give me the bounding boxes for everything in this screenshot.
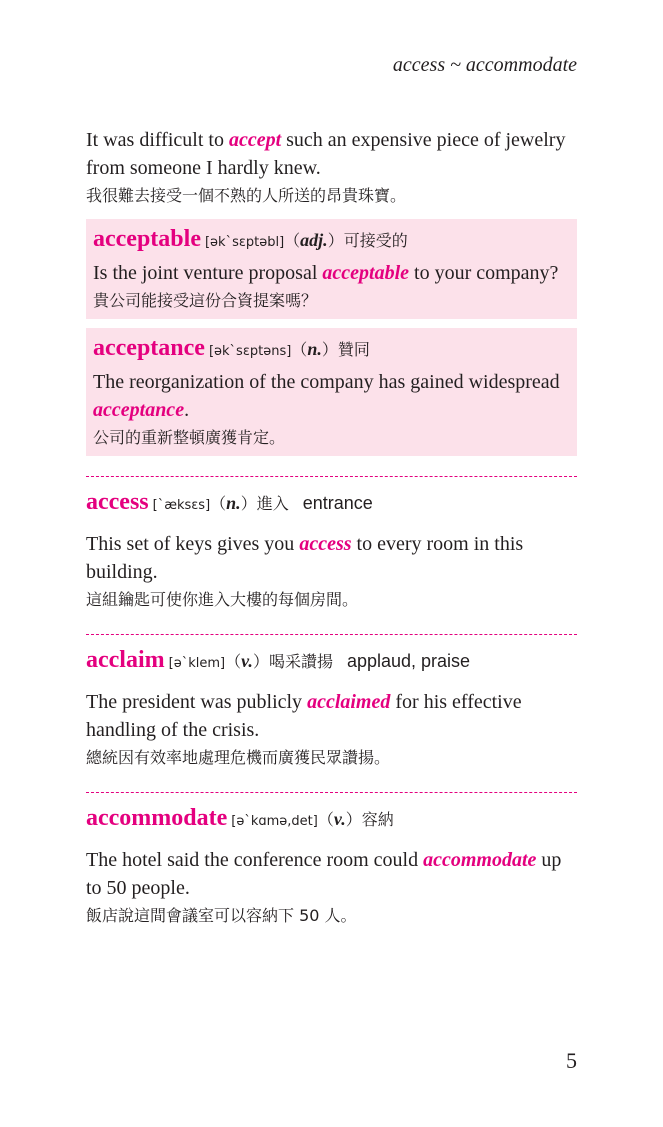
headword: acceptable (93, 226, 201, 252)
page-number: 5 (566, 1048, 577, 1073)
example-english: Is the joint venture proposal acceptable to your company? (93, 262, 559, 284)
keyword: accommodate (423, 849, 537, 871)
meaning: 進入 (256, 494, 289, 513)
meaning: 贊同 (337, 340, 370, 359)
pronunciation: [ək`sɛptəns] (208, 344, 292, 359)
entry-acclaim (86, 634, 577, 772)
pronunciation: [ə`klem] (168, 656, 226, 671)
derived-word-box-acceptable (86, 219, 577, 319)
part-of-speech: n. (226, 493, 241, 513)
example-english: It was difficult to accept such an expensive piece of jewelry from someone I hardly knew. (86, 129, 566, 179)
example-english: The hotel said the conference room could accommodate up to 50 people. (86, 849, 562, 899)
keyword: access (299, 533, 352, 555)
pronunciation: [ək`sɛptəbl] (204, 235, 285, 250)
keyword: acceptance (93, 399, 185, 421)
example-chinese: 貴公司能接受這份合資提案嗎？ (93, 291, 318, 310)
part-of-speech: adj. (300, 230, 328, 250)
keyword: acclaimed (307, 691, 391, 713)
entry-accommodate (86, 792, 577, 930)
example-chinese: 公司的重新整頓廣獲肯定。 (93, 428, 286, 447)
example-english: This set of keys gives you access to every room in this building. (86, 533, 524, 583)
derived-word-box-acceptance (86, 328, 577, 456)
headword-line: acceptance [ək`sɛptəns]（n.）贊同 (93, 335, 370, 361)
meaning: 喝采讚揚 (268, 652, 333, 671)
part-of-speech: v. (333, 809, 346, 829)
entry-access (86, 476, 577, 614)
example-chinese: 飯店說這間會議室可以容納下 50 人。 (86, 906, 357, 925)
example-chinese: 這組鑰匙可使你進入大樓的每個房間。 (86, 590, 359, 609)
headword: access (86, 489, 149, 515)
synonym: entrance (302, 493, 373, 513)
keyword: acceptable (322, 262, 410, 284)
meaning: 容納 (361, 810, 394, 829)
running-header: access ~ accommodate (392, 54, 577, 76)
headword-line: acceptable [ək`sɛptəbl]（adj.）可接受的 (93, 226, 408, 252)
dictionary-content (86, 126, 577, 930)
synonym: applaud, praise (346, 651, 471, 671)
part-of-speech: v. (241, 651, 253, 671)
headword: accommodate (86, 805, 228, 831)
pronunciation: [ə`kɑmə,det] (231, 814, 318, 829)
example-chinese: 總統因有效率地處理危機而廣獲民眾讚揚。 (86, 748, 391, 767)
headword: acclaim (86, 647, 165, 673)
keyword: accept (228, 129, 282, 151)
meaning: 可接受的 (343, 231, 408, 250)
example-chinese: 我很難去接受一個不熟的人所送的昂貴珠寶。 (86, 186, 407, 205)
example-english: The reorganization of the company has gained widespread acceptance. (93, 371, 560, 421)
example-english: The president was publicly acclaimed for his effective handling of the crisis. (86, 691, 522, 741)
headword-line: acclaim [ə`klem]（v.）喝采讚揚 applaud, praise (86, 647, 471, 673)
headword-line: accommodate [ə`kɑmə,det]（v.）容納 (86, 805, 394, 831)
headword: acceptance (93, 335, 205, 361)
intro-example (86, 126, 577, 210)
part-of-speech: n. (307, 339, 322, 359)
pronunciation: [`æksɛs] (152, 498, 211, 513)
headword-line: access [`æksɛs]（n.）進入 entrance (86, 489, 373, 515)
